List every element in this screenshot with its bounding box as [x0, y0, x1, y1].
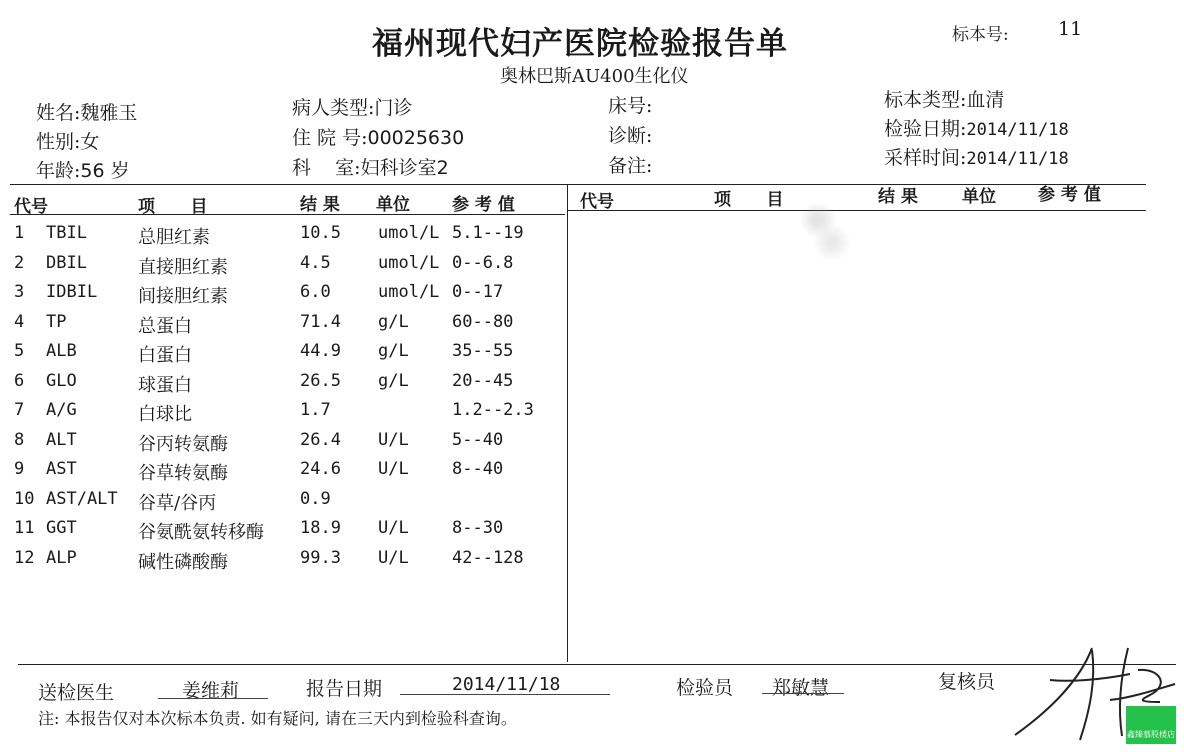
row-item: 白球比 [138, 404, 192, 425]
sample-time-field [884, 143, 1069, 170]
row-item: 谷丙转氨酶 [138, 433, 228, 455]
header-result: 结 果 [300, 195, 340, 215]
doctor-underline [158, 698, 268, 699]
row-number: 10 [14, 488, 35, 509]
row-code: DBIL [46, 252, 87, 273]
report-title: 福州现代妇产医院检验报告单 [372, 26, 788, 62]
row-unit: g/L [378, 370, 409, 391]
row-result: 18.9 [300, 518, 341, 538]
department-value: 妇科诊室2 [360, 157, 449, 179]
row-unit: U/L [378, 518, 409, 538]
row-number: 6 [14, 370, 25, 391]
row-number: 3 [14, 282, 25, 302]
sample-time-value: 2014/11/18 [966, 149, 1069, 169]
header-result-right: 结 果 [878, 187, 918, 207]
row-ref: 0--6.8 [452, 252, 514, 273]
header-ref-right: 参 考 值 [1038, 185, 1101, 205]
row-result: 1.7 [300, 400, 331, 420]
row-unit: g/L [378, 311, 409, 332]
row-result: 26.5 [300, 370, 341, 391]
bed-label: 床号: [608, 95, 653, 117]
row-number: 4 [14, 311, 25, 332]
row-number: 2 [14, 252, 25, 273]
tester-value: 郑敏慧 [772, 677, 830, 699]
specimen-no-value: 11 [1058, 18, 1083, 40]
age-field [36, 156, 130, 183]
row-ref: 60--80 [452, 311, 514, 332]
row-ref: 5--40 [452, 429, 504, 450]
specimen-type-field [884, 85, 1004, 112]
row-unit: g/L [378, 341, 409, 361]
specimen-type-label: 标本类型: [884, 89, 967, 111]
row-result: 6.0 [300, 282, 331, 302]
header-item-right: 项 目 [714, 190, 784, 210]
row-ref: 35--55 [452, 341, 514, 361]
row-code: IDBIL [46, 282, 98, 302]
row-result: 44.9 [300, 341, 341, 361]
sex-value: 女 [80, 131, 100, 153]
row-unit: U/L [378, 459, 409, 479]
patient-type-field [292, 93, 412, 120]
header-ref: 参 考 值 [452, 195, 515, 215]
table-center-divider [567, 184, 568, 662]
row-result: 26.4 [300, 429, 341, 450]
row-ref: 5.1--19 [452, 223, 524, 243]
disclaimer-note: 注: 本报告仅对本次标本负责. 如有疑问, 请在三天内到检验科查询。 [38, 709, 517, 728]
row-ref: 0--17 [452, 282, 504, 302]
row-number: 8 [14, 429, 25, 450]
reviewer-label: 复核员 [938, 671, 996, 693]
row-item: 白蛋白 [138, 345, 192, 366]
row-item: 谷草转氨酶 [138, 463, 228, 484]
row-code: TP [46, 311, 67, 332]
test-date-field [884, 114, 1069, 141]
row-result: 10.5 [300, 223, 341, 243]
test-date-label: 检验日期: [884, 118, 967, 140]
row-unit: umol/L [378, 252, 440, 273]
row-code: AST/ALT [46, 488, 118, 509]
specimen-type-value: 血清 [966, 89, 1005, 111]
row-ref: 42--128 [452, 547, 524, 568]
row-ref: 8--30 [452, 518, 504, 538]
row-item: 谷草/谷丙 [138, 492, 217, 514]
row-number: 9 [14, 459, 25, 479]
name-value: 魏雅玉 [80, 102, 138, 124]
row-unit: umol/L [378, 282, 440, 302]
row-number: 12 [14, 547, 35, 568]
age-label: 年龄: [36, 160, 81, 182]
watermark-stamp: 鑫臻慕股楼店 [1126, 706, 1176, 744]
row-code: GLO [46, 370, 77, 391]
row-code: TBIL [46, 223, 87, 243]
age-value: 56 岁 [80, 160, 130, 182]
report-date-value: 2014/11/18 [452, 674, 561, 695]
row-ref: 8--40 [452, 459, 504, 479]
row-ref: 20--45 [452, 370, 514, 391]
tester-label: 检验员 [676, 677, 734, 699]
ink-smudge [790, 190, 860, 265]
header-code-right: 代号 [580, 192, 614, 212]
row-number: 1 [14, 223, 25, 243]
tester-underline [762, 693, 844, 694]
inpatient-no-value: 00025630 [367, 127, 465, 149]
inpatient-no-field [292, 123, 464, 150]
remark-field [608, 151, 652, 178]
inpatient-no-label: 住 院 号: [292, 127, 368, 149]
report-date-label: 报告日期 [306, 678, 383, 700]
row-code: GGT [46, 518, 77, 538]
row-result: 24.6 [300, 459, 341, 479]
remark-label: 备注: [608, 155, 653, 177]
row-unit: U/L [378, 429, 409, 450]
header-unit-right: 单位 [962, 187, 996, 207]
test-date-value: 2014/11/18 [966, 120, 1069, 140]
row-result: 4.5 [300, 252, 331, 273]
department-field [292, 153, 449, 180]
row-unit: U/L [378, 547, 409, 568]
row-result: 99.3 [300, 547, 341, 568]
name-label: 姓名: [36, 102, 81, 124]
sex-label: 性别: [36, 131, 81, 153]
name-field [36, 98, 137, 125]
report-date-underline [400, 694, 610, 695]
department-label: 科 室: [292, 157, 361, 179]
sex-field [36, 127, 99, 154]
row-code: ALP [46, 547, 77, 568]
row-item: 谷氨酰氨转移酶 [138, 522, 264, 543]
row-number: 11 [14, 518, 35, 538]
diagnosis-label: 诊断: [608, 125, 653, 147]
specimen-no-label: 标本号: [952, 25, 1009, 45]
row-item: 间接胆红素 [138, 286, 228, 307]
doctor-label: 送检医生 [38, 682, 115, 704]
header-item: 项 目 [138, 197, 208, 217]
doctor-value: 姜维莉 [182, 680, 240, 702]
patient-type-value: 门诊 [374, 97, 413, 119]
header-code: 代号 [14, 197, 48, 217]
sample-time-label: 采样时间: [884, 147, 967, 169]
table-bottom-rule [18, 664, 1176, 665]
diagnosis-field [608, 121, 652, 148]
row-code: A/G [46, 400, 77, 420]
instrument-subtitle: 奥林巴斯AU400生化仪 [500, 66, 689, 87]
header-unit: 单位 [376, 195, 410, 215]
row-item: 碱性磷酸酶 [138, 551, 228, 573]
row-item: 球蛋白 [138, 374, 192, 396]
row-code: AST [46, 459, 77, 479]
row-result: 71.4 [300, 311, 341, 332]
row-item: 总胆红素 [138, 227, 210, 248]
row-result: 0.9 [300, 488, 331, 509]
row-number: 7 [14, 400, 25, 420]
row-ref: 1.2--2.3 [452, 400, 534, 420]
row-item: 总蛋白 [138, 315, 192, 337]
patient-type-label: 病人类型: [292, 97, 375, 119]
row-code: ALB [46, 341, 77, 361]
row-item: 直接胆红素 [138, 256, 228, 278]
row-code: ALT [46, 429, 77, 450]
row-unit: umol/L [378, 223, 440, 243]
row-number: 5 [14, 341, 25, 361]
bed-field [608, 91, 652, 118]
